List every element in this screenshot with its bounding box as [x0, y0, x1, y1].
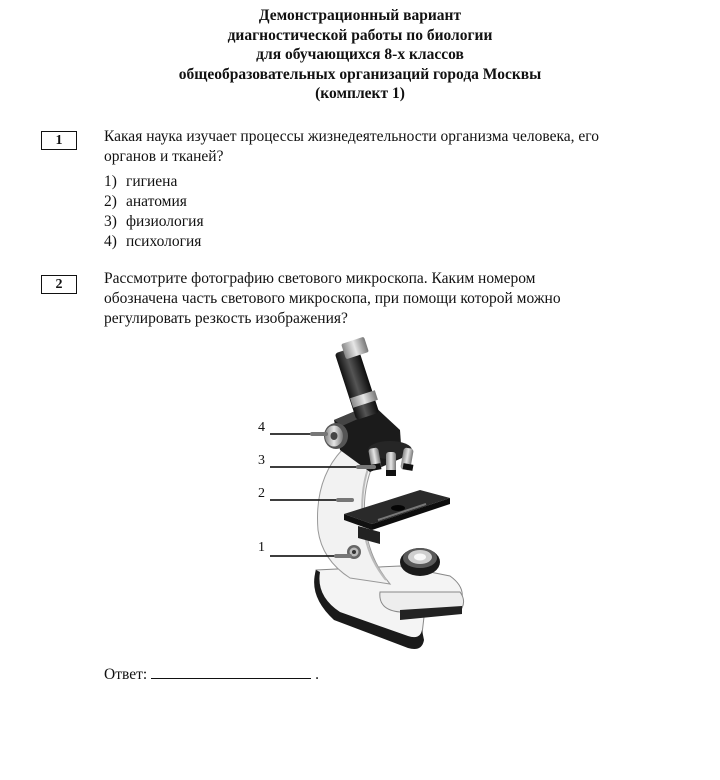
- option-item: [104, 192, 204, 212]
- option-number: 1): [104, 173, 117, 190]
- figure-label-1: 1: [258, 540, 265, 555]
- question-line: Какая наука изучает процессы жизнедеятельности организма человека, его: [104, 128, 600, 145]
- task-1-options: [104, 172, 204, 252]
- microscope-objectives: [368, 441, 414, 476]
- header-line: для обучающихся 8-х классов: [256, 46, 464, 63]
- question-line: органов и тканей?: [104, 148, 224, 165]
- document-header: [0, 6, 720, 104]
- question-line: регулировать резкость изображения?: [104, 310, 348, 327]
- microscope-base: [314, 566, 463, 649]
- header-line: (комплект 1): [315, 85, 405, 102]
- answer-suffix: .: [315, 666, 320, 683]
- option-text: физиология: [126, 213, 204, 230]
- task-number-box: 1: [41, 131, 77, 150]
- microscope-figure: [250, 330, 480, 660]
- option-number: 2): [104, 193, 117, 210]
- header-line: Демонстрационный вариант: [258, 7, 462, 24]
- option-text: гигиена: [126, 173, 178, 190]
- task-1-question: [104, 127, 694, 167]
- figure-label-2: 2: [258, 486, 265, 501]
- question-line: Рассмотрите фотографию светового микроскопа. Каким номером: [104, 270, 536, 287]
- question-line: обозначена часть светового микроскопа, при помощи которой можно: [104, 290, 561, 307]
- option-number: 4): [104, 233, 117, 250]
- coarse-focus-knob: [324, 423, 348, 449]
- option-text: анатомия: [126, 193, 187, 210]
- task-2-question: [104, 269, 694, 329]
- option-item: [104, 212, 204, 232]
- answer-field: [104, 664, 319, 684]
- answer-blank-line[interactable]: [151, 664, 311, 679]
- microscope-light: [400, 548, 440, 576]
- option-number: 3): [104, 213, 117, 230]
- header-line: диагностической работы по биологии: [227, 26, 493, 44]
- answer-label: Ответ:: [104, 666, 148, 683]
- option-item: [104, 232, 204, 252]
- option-item: [104, 172, 204, 192]
- figure-label-3: 3: [258, 453, 265, 468]
- figure-label-4: 4: [258, 420, 265, 435]
- header-line: общеобразовательных организаций города Москвы: [178, 65, 542, 83]
- option-text: психология: [126, 233, 202, 250]
- task-number-box: 2: [41, 275, 77, 294]
